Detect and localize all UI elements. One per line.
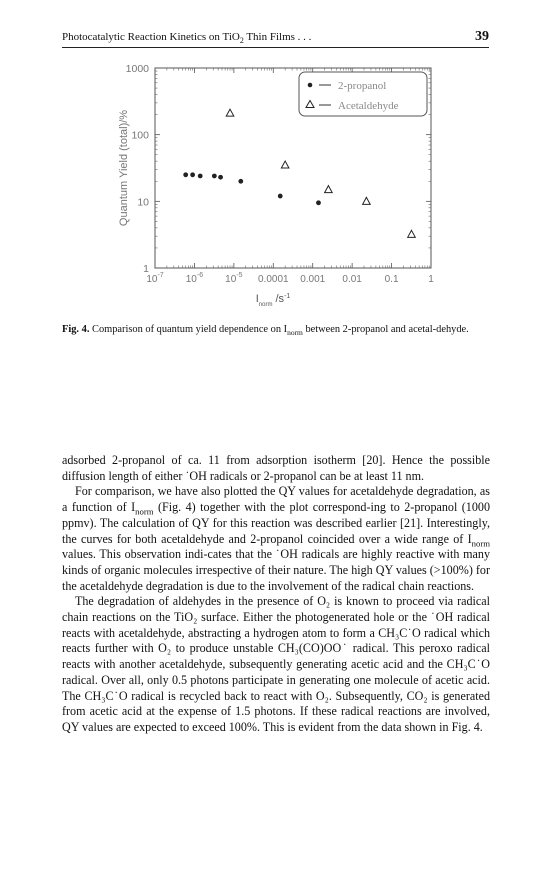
figure-caption xyxy=(62,323,490,336)
legend-marker-2-propanol xyxy=(308,83,313,88)
point-acetaldehyde xyxy=(363,197,371,204)
x-axis-label: $I_{norm}$ $/s^{-1}$ xyxy=(255,293,291,306)
caption-sub: norm xyxy=(287,328,303,338)
quantum-yield-chart xyxy=(95,56,455,306)
y-axis-label: Quantum Yield (total)/% xyxy=(118,109,130,227)
x-tick-label: 0.001 xyxy=(300,274,326,285)
point-2-propanol xyxy=(198,174,203,179)
x-tick-label: 0.0001 xyxy=(257,274,289,285)
y-tick-label: 1000 xyxy=(125,63,149,75)
x-tick-label: 1 xyxy=(428,274,434,285)
x-tick-labels xyxy=(146,272,434,285)
x-tick-label: 0.1 xyxy=(384,274,399,285)
legend-label-acetaldehyde: Acetaldehyde xyxy=(338,100,399,112)
point-acetaldehyde xyxy=(408,230,416,237)
paragraph-1: adsorbed 2-propanol of ca. 11 from adsorption isotherm [20]. Hence the possible diffusion length of either ˙OH radicals or 2-propanol can be at least 11 nm. xyxy=(62,453,490,483)
page-number: 39 xyxy=(475,29,489,44)
data-marks xyxy=(183,109,415,237)
point-2-propanol xyxy=(316,200,321,205)
running-header xyxy=(62,29,489,48)
legend-label-2-propanol: 2-propanol xyxy=(338,80,387,92)
point-acetaldehyde xyxy=(226,109,234,116)
legend xyxy=(299,72,427,116)
y-tick-label: 100 xyxy=(131,129,149,142)
caption-text-a: Comparison of quantum yield dependence on I xyxy=(89,324,288,335)
point-2-propanol xyxy=(183,172,188,177)
x-tick-label: 0.01 xyxy=(342,274,362,285)
x-tick-label: $10^{-5}$ xyxy=(225,272,243,285)
point-acetaldehyde xyxy=(281,161,289,168)
y-tick-label: 10 xyxy=(137,196,149,209)
caption-text-b: between 2-propanol and acetal-dehyde. xyxy=(302,324,469,335)
point-acetaldehyde xyxy=(325,186,333,193)
x-tick-label: $10^{-7}$ xyxy=(146,272,164,285)
point-2-propanol xyxy=(278,194,283,199)
y-tick-label: 1 xyxy=(143,263,149,275)
point-2-propanol xyxy=(218,175,223,180)
paragraph-2: For comparison, we have also plotted the QY values for acetaldehyde degradation, as a function of $I_{norm}$ (Fig. 4) together with the plot correspond-ing to 2-propanol (1000 ppmv). The calculation of QY for this reaction was described earlier [21]. Interestingly, the curves for both acetaldehyde and 2-propanol coincided over a wide range of $I_{norm}$ values. This observation indi-cates that the ˙OH radicals are highly reactive with many kinds of organic molecules irrespective of their nature. The high QY values (>100%) for the acetaldehyde degradation is due to the involvement of the radical chain reactions. xyxy=(62,484,490,593)
figure-4 xyxy=(95,56,455,306)
paragraph-3: The degradation of aldehydes in the presence of O₂ is known to proceed via radical chain reactions on the TiO₂ surface. Either the photogenerated hole or the ˙OH radical reacts with acetaldehyde, abstracting a hydrogen atom to form a CH₃C˙O radical which reacts further with O₂ to produce unstable CH₃(CO)OO˙ radical. This peroxo radical reacts with another acetaldehyde, subsequently generating acetic acid and the CH₃C˙O radical. Over all, only 0.5 photons participate in generating one molecule of acetic acid. The CH₃C˙O radical is recycled back to react with O₂. Subsequently, CO₂ is generated from acetic acid at the expense of 1.5 photons. If these radical reactions are involved, QY values are expected to exceed 100%. This is evident from the data shown in Fig. 4. xyxy=(62,594,490,734)
point-2-propanol xyxy=(212,174,217,179)
point-2-propanol xyxy=(190,172,195,177)
body-text xyxy=(62,453,490,736)
point-2-propanol xyxy=(238,179,243,184)
x-tick-label: $10^{-6}$ xyxy=(185,272,204,285)
running-title: Photocatalytic Reaction Kinetics on TiO$_2$ Thin Films . . . xyxy=(62,31,312,46)
caption-label: Fig. 4. xyxy=(62,324,90,335)
